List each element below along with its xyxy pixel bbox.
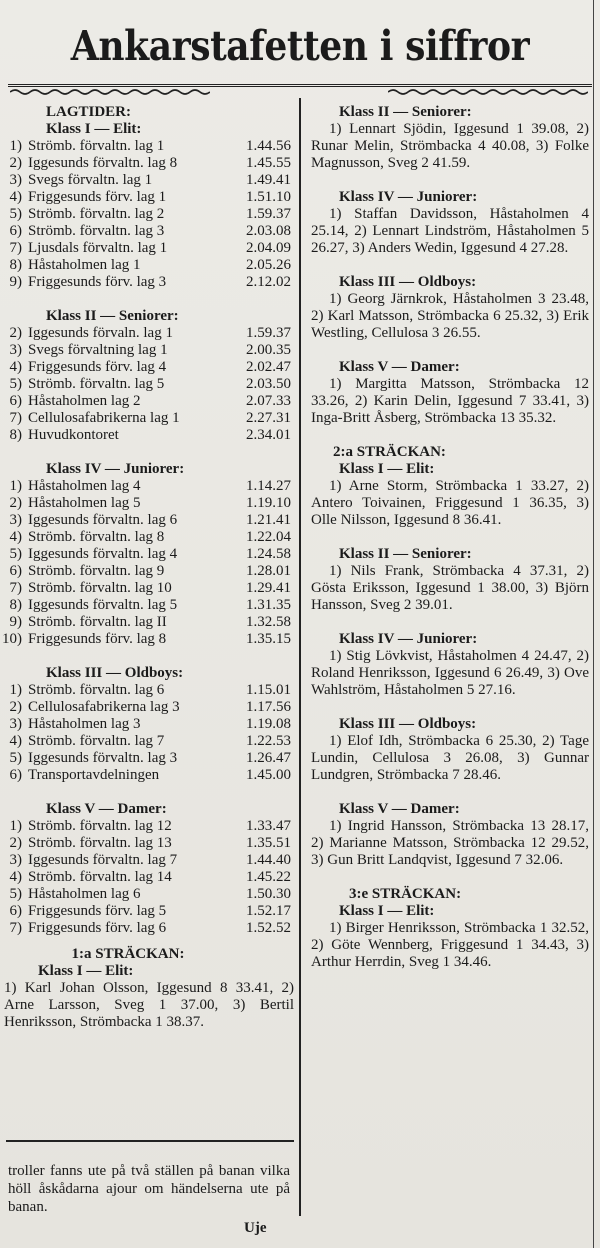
team-name: Huvudkontoret (28, 427, 119, 443)
stracka1-other-classes (305, 104, 591, 444)
result-row (0, 478, 296, 495)
result-row (0, 529, 296, 546)
result-row (0, 920, 296, 937)
title-rule (8, 84, 592, 87)
team-time: 1.32.58 (246, 614, 291, 630)
result-row (0, 631, 296, 648)
lagtider-classes (0, 121, 296, 937)
result-row (0, 903, 296, 920)
result-row (0, 563, 296, 580)
result-row (0, 427, 296, 444)
placing: 5) (9, 206, 22, 222)
spacer (305, 699, 591, 716)
team-name: Strömb. förvaltn. lag 5 (28, 376, 165, 392)
team-name: Strömb. förvaltn. lag 13 (28, 835, 172, 851)
spacer (305, 172, 591, 189)
team-name: Iggesunds förvaltn. lag 7 (28, 852, 178, 868)
result-row (0, 240, 296, 257)
class-results: 1) Nils Frank, Strömbacka 4 37.31, 2) Gösta Eriksson, Iggesund 1 38.00, 3) Björn Hansson, Sveg 2 39.01. (311, 563, 589, 613)
result-row (0, 206, 296, 223)
placing: 4) (9, 359, 22, 375)
wavy-ornament-right (388, 88, 588, 96)
team-time: 2.27.31 (246, 410, 291, 426)
team-time: 2.05.26 (246, 257, 291, 273)
team-name: Svegs förvaltning lag 1 (28, 342, 168, 358)
team-time: 1.45.55 (246, 155, 291, 171)
placing: 5) (9, 886, 22, 902)
team-name: Strömb. förvaltn. lag 6 (28, 682, 165, 698)
class-heading: Klass II — Seniorer: (339, 104, 472, 120)
result-row (0, 869, 296, 886)
result-row (0, 597, 296, 614)
class-heading: Klass IV — Juniorer: (339, 189, 478, 205)
placing: 7) (9, 580, 22, 596)
placing: 9) (9, 274, 22, 290)
team-name: Friggesunds förv. lag 1 (28, 189, 167, 205)
column-divider (299, 98, 301, 1216)
class-heading: Klass I — Elit: (339, 903, 435, 919)
spacer (305, 342, 591, 359)
team-time: 1.49.41 (246, 172, 291, 188)
team-name: Friggesunds förv. lag 4 (28, 359, 167, 375)
result-row (0, 682, 296, 699)
result-row (0, 342, 296, 359)
class-results: 1) Georg Järnkrok, Håstaholmen 3 23.48, 2) Karl Matsson, Strömbacka 6 25.32, 3) Erik Westling, Cellulosa 3 26.55. (311, 291, 589, 341)
result-row (0, 699, 296, 716)
team-time: 1.44.40 (246, 852, 291, 868)
stracka2-classes (305, 461, 591, 886)
placing: 4) (9, 869, 22, 885)
team-name: Iggesunds förvaltn. lag 5 (28, 597, 178, 613)
team-time: 1.26.47 (246, 750, 291, 766)
class-results: 1) Birger Henriksson, Strömbacka 1 32.52, 2) Göte Wennberg, Friggesund 1 34.43, 3) Arthur Herrdin, Sveg 1 34.46. (311, 920, 589, 970)
spacer (0, 444, 296, 461)
placing: 1) (9, 138, 22, 154)
placing: 3) (9, 716, 22, 732)
placing: 2) (9, 155, 22, 171)
class-results: 1) Staffan Davidsson, Håstaholmen 4 25.14, 2) Lennart Lindström, Håstaholmen 5 26.27, 3) Anders Wedin, Iggesund 4 27.28. (311, 206, 589, 256)
placing: 8) (9, 257, 22, 273)
result-row (0, 495, 296, 512)
team-time: 1.21.41 (246, 512, 291, 528)
result-row (0, 138, 296, 155)
page-edge (593, 0, 594, 1248)
team-name: Håstaholmen lag 3 (28, 716, 141, 732)
result-row (0, 733, 296, 750)
team-time: 1.59.37 (246, 206, 291, 222)
placing: 6) (9, 393, 22, 409)
class-heading: Klass I — Elit: (339, 461, 435, 477)
team-time: 1.59.37 (246, 325, 291, 341)
team-name: Iggesunds förvaltn. lag 6 (28, 512, 178, 528)
team-name: Strömb. förvaltn. lag II (28, 614, 167, 630)
result-row (0, 767, 296, 784)
author-signature: Uje (244, 1220, 267, 1236)
team-name: Strömb. förvaltn. lag 1 (28, 138, 165, 154)
team-name: Håstaholmen lag 5 (28, 495, 141, 511)
placing: 5) (9, 546, 22, 562)
team-time: 1.22.04 (246, 529, 291, 545)
placing: 2) (9, 835, 22, 851)
result-row (0, 818, 296, 835)
spacer (305, 784, 591, 801)
team-name: Iggesunds förvaltn. lag 3 (28, 750, 178, 766)
placing: 9) (9, 614, 22, 630)
placing: 7) (9, 240, 22, 256)
placing: 1) (9, 682, 22, 698)
result-row (0, 750, 296, 767)
result-row (0, 835, 296, 852)
result-row (0, 274, 296, 291)
team-name: Iggesunds förvaltn. lag 4 (28, 546, 178, 562)
team-time: 2.03.50 (246, 376, 291, 392)
stracka2-heading: 2:a STRÄCKAN: (333, 444, 446, 460)
placing: 6) (9, 563, 22, 579)
team-name: Håstaholmen lag 2 (28, 393, 141, 409)
placing: 5) (9, 750, 22, 766)
team-time: 1.14.27 (246, 478, 291, 494)
team-time: 2.34.01 (246, 427, 291, 443)
placing: 8) (9, 427, 22, 443)
team-time: 1.52.17 (246, 903, 291, 919)
result-row (0, 393, 296, 410)
team-time: 1.45.00 (246, 767, 291, 783)
placing: 6) (9, 223, 22, 239)
spacer (305, 614, 591, 631)
team-time: 2.00.35 (246, 342, 291, 358)
result-row (0, 614, 296, 631)
placing: 1) (9, 478, 22, 494)
class-heading: Klass V — Damer: (339, 801, 460, 817)
placing: 2) (9, 325, 22, 341)
page-title: Ankarstafetten i siffror (70, 22, 530, 70)
result-row (0, 580, 296, 597)
class-results: 1) Margitta Matsson, Strömbacka 12 33.26, 2) Karin Delin, Iggesund 7 33.41, 3) Inga-Britt Åsberg, Strömbacka 13 35.32. (311, 376, 589, 426)
result-row (0, 189, 296, 206)
team-time: 2.07.33 (246, 393, 291, 409)
team-name: Friggesunds förv. lag 8 (28, 631, 167, 647)
team-time: 1.19.10 (246, 495, 291, 511)
team-name: Friggesunds förv. lag 5 (28, 903, 167, 919)
stracka3-heading: 3:e STRÄCKAN: (349, 886, 462, 902)
class-heading: Klass V — Damer: (46, 801, 167, 817)
team-time: 1.17.56 (246, 699, 291, 715)
team-name: Strömb. förvaltn. lag 9 (28, 563, 165, 579)
placing: 3) (9, 172, 22, 188)
placing: 7) (9, 410, 22, 426)
spacer (0, 648, 296, 665)
team-name: Strömb. förvaltn. lag 8 (28, 529, 165, 545)
result-row (0, 886, 296, 903)
result-row (0, 852, 296, 869)
team-time: 1.51.10 (246, 189, 291, 205)
spacer (0, 784, 296, 801)
team-name: Svegs förvaltn. lag 1 (28, 172, 153, 188)
team-name: Håstaholmen lag 6 (28, 886, 141, 902)
placing: 3) (9, 512, 22, 528)
class-heading: Klass III — Oldboys: (339, 716, 477, 732)
placing: 6) (9, 903, 22, 919)
stracka1-klass1-name: Klass I — Elit: (38, 963, 134, 979)
team-time: 2.04.09 (246, 240, 291, 256)
result-row (0, 716, 296, 733)
class-results: 1) Stig Lövkvist, Håstaholmen 4 24.47, 2) Roland Henriksson, Iggesund 6 26.49, 3) Ove Wahlström, Håstaholmen 5 27.16. (311, 648, 589, 698)
team-name: Ljusdals förvaltn. lag 1 (28, 240, 168, 256)
class-heading: Klass IV — Juniorer: (339, 631, 478, 647)
spacer (305, 869, 591, 886)
spacer (0, 291, 296, 308)
result-row (0, 257, 296, 274)
left-column (0, 104, 296, 1031)
team-name: Transportavdelningen (28, 767, 160, 783)
result-row (0, 223, 296, 240)
lagtider-heading: LAGTIDER: (46, 104, 132, 120)
bottom-rule (6, 1140, 294, 1142)
placing: 5) (9, 376, 22, 392)
team-time: 1.44.56 (246, 138, 291, 154)
team-time: 1.24.58 (246, 546, 291, 562)
team-name: Friggesunds förv. lag 6 (28, 920, 167, 936)
team-name: Cellulosafabrikerna lag 1 (28, 410, 180, 426)
team-time: 1.45.22 (246, 869, 291, 885)
class-results: 1) Lennart Sjödin, Iggesund 1 39.08, 2) Runar Melin, Strömbacka 4 40.08, 3) Folke Magnusson, Sveg 2 41.59. (311, 121, 589, 171)
team-time: 1.19.08 (246, 716, 291, 732)
team-time: 2.03.08 (246, 223, 291, 239)
result-row (0, 410, 296, 427)
class-heading: Klass V — Damer: (339, 359, 460, 375)
placing: 6) (9, 767, 22, 783)
team-time: 1.22.53 (246, 733, 291, 749)
placing: 7) (9, 920, 22, 936)
wavy-ornament-left (10, 88, 210, 96)
team-time: 1.33.47 (246, 818, 291, 834)
team-time: 1.31.35 (246, 597, 291, 613)
team-time: 1.35.51 (246, 835, 291, 851)
continued-text: troller fanns ute på två ställen på banan vilka höll åskådarna ajour om händelserna ute på banan. (8, 1163, 290, 1215)
result-row (0, 325, 296, 342)
team-time: 1.15.01 (246, 682, 291, 698)
team-name: Cellulosafabrikerna lag 3 (28, 699, 180, 715)
result-row (0, 512, 296, 529)
class-results: 1) Arne Storm, Strömbacka 1 33.27, 2) Antero Toivainen, Friggesund 1 36.35, 3) Olle Nilsson, Iggesund 8 36.41. (311, 478, 589, 528)
placing: 3) (9, 852, 22, 868)
team-time: 2.02.47 (246, 359, 291, 375)
team-name: Strömb. förvaltn. lag 14 (28, 869, 172, 885)
result-row (0, 359, 296, 376)
team-time: 1.52.52 (246, 920, 291, 936)
team-time: 1.28.01 (246, 563, 291, 579)
team-name: Strömb. förvaltn. lag 10 (28, 580, 172, 596)
stracka1-klass1-text: 1) Karl Johan Olsson, Iggesund 8 33.41, 2) Arne Larsson, Sveg 1 37.00, 3) Bertil Henriksson, Strömbacka 1 38.37. (4, 980, 294, 1030)
spacer (305, 427, 591, 444)
spacer (305, 529, 591, 546)
placing: 1) (9, 818, 22, 834)
class-results: 1) Elof Idh, Strömbacka 6 25.30, 2) Tage Lundin, Cellulosa 3 26.08, 3) Gunnar Lundgren, Strömbacka 7 28.46. (311, 733, 589, 783)
placing: 10) (2, 631, 22, 647)
result-row (0, 546, 296, 563)
result-row (0, 172, 296, 189)
team-name: Håstaholmen lag 4 (28, 478, 141, 494)
team-name: Iggesunds förvaln. lag 1 (28, 325, 173, 341)
team-name: Strömb. förvaltn. lag 2 (28, 206, 165, 222)
placing: 4) (9, 529, 22, 545)
class-heading: Klass II — Seniorer: (339, 546, 472, 562)
team-time: 1.35.15 (246, 631, 291, 647)
team-name: Iggesunds förvaltn. lag 8 (28, 155, 178, 171)
spacer (305, 257, 591, 274)
result-row (0, 155, 296, 172)
team-time: 1.50.30 (246, 886, 291, 902)
team-name: Friggesunds förv. lag 3 (28, 274, 167, 290)
class-heading: Klass III — Oldboys: (46, 665, 184, 681)
team-time: 1.29.41 (246, 580, 291, 596)
stracka1-heading: 1:a STRÄCKAN: (71, 946, 185, 962)
team-name: Strömb. förvaltn. lag 12 (28, 818, 172, 834)
class-heading: Klass III — Oldboys: (339, 274, 477, 290)
placing: 4) (9, 733, 22, 749)
team-name: Strömb. förvaltn. lag 3 (28, 223, 165, 239)
right-column (305, 104, 591, 971)
class-results: 1) Ingrid Hansson, Strömbacka 13 28.17, 2) Marianne Matsson, Strömbacka 12 29.52, 3) Gun Britt Landqvist, Iggesund 7 32.06. (311, 818, 589, 868)
team-time: 2.12.02 (246, 274, 291, 290)
placing: 2) (9, 495, 22, 511)
placing: 8) (9, 597, 22, 613)
class-heading: Klass II — Seniorer: (46, 308, 179, 324)
stracka3-classes (305, 903, 591, 971)
placing: 4) (9, 189, 22, 205)
team-name: Håstaholmen lag 1 (28, 257, 141, 273)
team-name: Strömb. förvaltn. lag 7 (28, 733, 165, 749)
placing: 2) (9, 699, 22, 715)
class-heading: Klass I — Elit: (46, 121, 142, 137)
placing: 3) (9, 342, 22, 358)
result-row (0, 376, 296, 393)
class-heading: Klass IV — Juniorer: (46, 461, 185, 477)
